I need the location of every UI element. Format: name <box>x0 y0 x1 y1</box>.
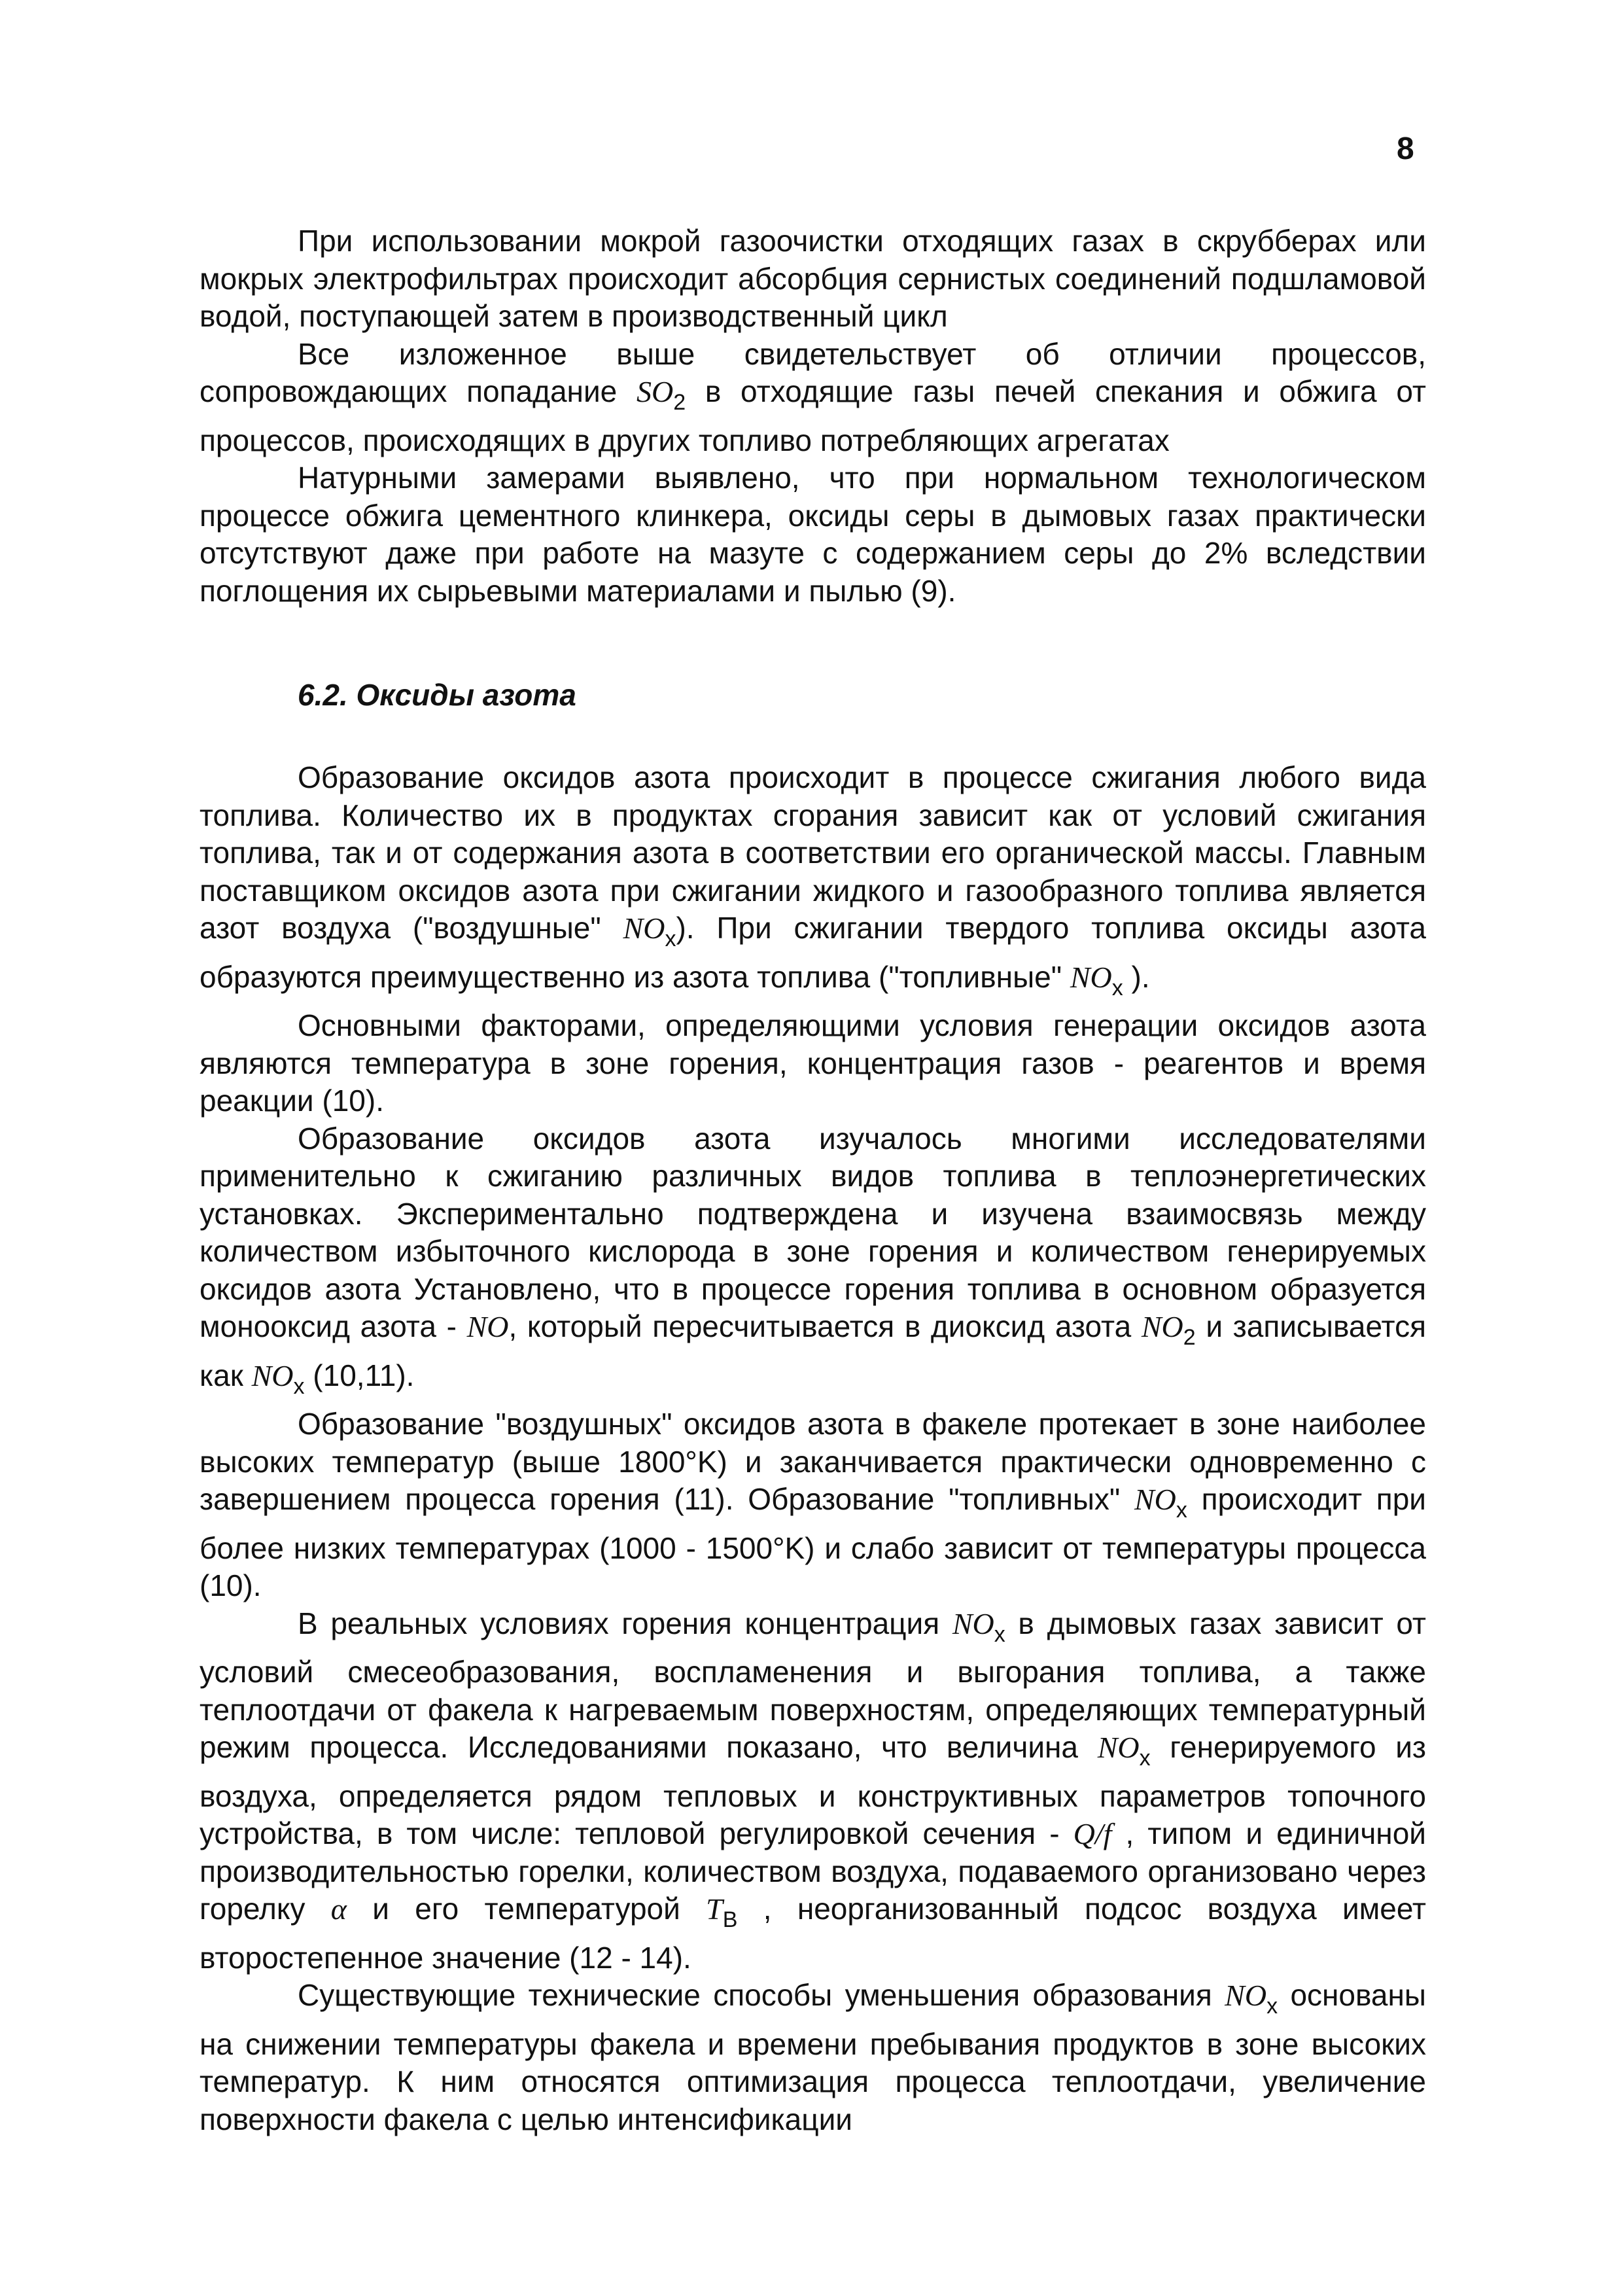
formula-symbol: α <box>330 1892 347 1926</box>
text-run: В реальных условиях горения концентрация <box>298 1606 952 1640</box>
subscript: B <box>722 1907 738 1932</box>
paragraph <box>200 1605 1426 1977</box>
formula-symbol: NO <box>1141 1310 1183 1343</box>
subscript: x <box>994 1621 1005 1647</box>
formula-symbol: NO <box>1097 1731 1140 1764</box>
page-number: 8 <box>1397 132 1414 166</box>
formula-symbol: SO <box>636 375 674 408</box>
text-run: , неорганизованный подсос воздуха имеет второстепенное значение (12 - 14). <box>200 1892 1426 1975</box>
paragraph <box>200 759 1426 1007</box>
paragraph <box>200 1120 1426 1406</box>
text-run: ). При сжигании твердого топлива оксиды азота образуются преимущественно из азота топлива ("топливные" <box>200 911 1426 994</box>
text-run: и его температурой <box>346 1892 707 1926</box>
paragraph <box>200 1977 1426 2138</box>
formula-symbol: NO <box>952 1606 994 1640</box>
formula-symbol: NO <box>251 1358 294 1392</box>
subscript: x <box>293 1373 305 1399</box>
text-run: в дымовых газах зависит от условий смесеобразования, воспламенения и выгорания топлива, а также теплоотдачи от факела к нагреваемым поверхностям, определяющих температурный режим процесса. Исследованиями показано, что величина <box>200 1606 1426 1764</box>
formula-symbol: NO <box>1225 1979 1267 2012</box>
text-run: Основными факторами, определяющими условия генерации оксидов азота являются температура в зоне горения, концентрация газов - реагентов и время реакции (10). <box>200 1008 1426 1118</box>
formula-symbol: NO <box>466 1310 509 1343</box>
text-run: (10,11). <box>304 1358 415 1392</box>
text-run: Все изложенное выше свидетельствует об отличии процессов, сопровождающих попадание <box>200 336 1426 408</box>
subscript: x <box>1266 1994 1278 2019</box>
formula-symbol: Q/f <box>1073 1817 1112 1850</box>
text-run: Существующие технические способы уменьшения образования <box>298 1978 1225 2012</box>
text-run: происходит при более низких температурах (1000 - 1500°K) и слабо зависит от температуры процесса (10). <box>200 1482 1426 1602</box>
text-run: основаны на снижении температуры факела и времени пребывания продуктов в зоне высоких температур. К ним относятся оптимизация процесса теплоотдачи, увеличение поверхности факела с целью интенсификации <box>200 1978 1426 2136</box>
text-run: Образование "воздушных" оксидов азота в факеле протекает в зоне наиболее высоких температур (выше 1800°K) и заканчивается практически одновременно с завершением процесса горения (11). Образование "топливных" <box>200 1407 1426 1516</box>
formula-symbol: NO <box>1134 1483 1176 1516</box>
paragraph <box>200 1007 1426 1120</box>
paragraph <box>200 336 1426 460</box>
paragraph <box>200 1405 1426 1605</box>
formula-symbol: NO <box>1070 960 1112 994</box>
paragraph <box>200 222 1426 336</box>
subscript: x <box>665 927 676 951</box>
text-run: Образование оксидов азота происходит в процессе сжигания любого вида топлива. Количество их в продуктах сгорания зависит как от условий сжигания топлива, так и от содержания азота в соответствии его органической массы. Главным поставщиком оксидов азота при сжигании жидкого и газообразного топлива является азот воздуха ("воздушные" <box>200 760 1426 945</box>
text-run: , который пересчитывается в диоксид азота <box>508 1309 1142 1343</box>
subscript: x <box>1139 1746 1151 1771</box>
sulfur-oxides-section <box>200 222 1426 610</box>
text-run: , типом и единичной производительностью горелки, количеством воздуха, подаваемого организовано через горелку <box>200 1816 1426 1926</box>
subscript: x <box>1111 975 1123 1000</box>
text-run: в отходящие газы печей спекания и обжига от процессов, происходящих в других топливо потребляющих агрегатах <box>200 374 1426 457</box>
text-run: При использовании мокрой газоочистки отходящих газах в скрубберах или мокрых электрофильтрах происходит абсорбция сернистых соединений подшламовой водой, поступающей затем в производственный цикл <box>200 224 1426 333</box>
text-run: генерируемого из воздуха, определяется рядом тепловых и конструктивных параметров топочного устройства, в том числе: тепловой регулировкой сечения - <box>200 1730 1427 1850</box>
text-run: Натурными замерами выявлено, что при нормальном технологическом процессе обжига цементного клинкера, оксиды серы в дымовых газах практически отсутствуют даже при работе на мазуте с содержанием серы до 2% вследствии поглощения их сырьевыми материалами и пылью (9). <box>200 461 1426 608</box>
nitrogen-oxides-section <box>200 759 1426 2138</box>
section-heading-nitrogen-oxides: 6.2. Оксиды азота <box>298 678 576 712</box>
formula-symbol: NO <box>623 911 665 945</box>
subscript: 2 <box>673 390 686 415</box>
text-run: Образование оксидов азота изучалось многими исследователями применительно к сжиганию различных видов топлива в теплоэнергетических установках. Экспериментально подтверждена и изучена взаимосвязь между количеством избыточного кислорода в зоне горения и количеством генерируемых оксидов азота Установлено, что в процессе горения топлива в основном образуется монооксид азота - <box>200 1121 1426 1343</box>
paragraph <box>200 459 1426 610</box>
formula-symbol: T <box>706 1892 723 1926</box>
subscript: x <box>1176 1498 1187 1523</box>
text-run: ). <box>1123 959 1150 994</box>
text-run: и записывается как <box>200 1309 1427 1392</box>
subscript: 2 <box>1183 1325 1196 1350</box>
